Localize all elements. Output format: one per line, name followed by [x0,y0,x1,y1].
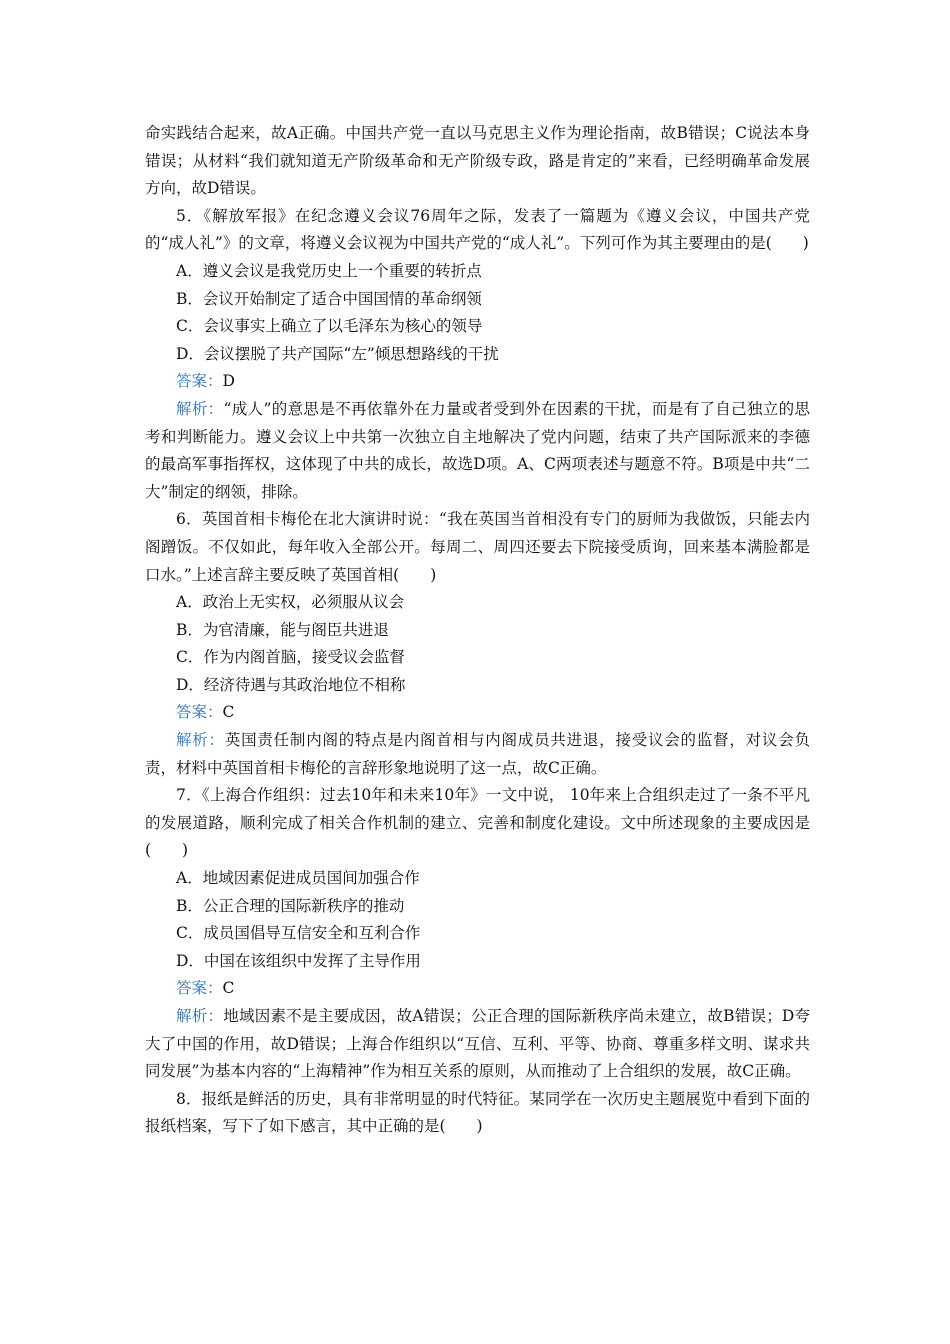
option-b: B．为官清廉，能与阁臣共进退 [176,620,389,639]
question-6 [145,506,810,782]
analysis-label: 解析： [176,1007,224,1025]
option-d: D．中国在该组织中发挥了主导作用 [176,951,421,970]
answer-label: 答案： [176,703,223,722]
analysis-paragraph [145,1003,810,1086]
answer-value: C [222,979,235,998]
analysis-text: 地域因素不是主要成因，故A错误；公正合理的国际新秩序尚未建立，故B错误；D夸大了中国的作用，故D错误；上海合作组织以“互信、互利、平等、协商、尊重多样文明、谋求共同发展”为基本内容的“上海精神”作为相互关系的原则，从而推动了上合组织的发展，故C正确。 [145,1007,810,1081]
option-d: D．经济待遇与其政治地位不相称 [176,675,406,694]
answer-line [145,975,810,1003]
analysis-paragraph [145,396,810,506]
answer-label: 答案： [176,372,223,391]
option-c: C．会议事实上确立了以毛泽东为核心的领导 [176,317,483,336]
question-5 [145,203,810,507]
analysis-label: 解析： [176,399,224,418]
answer-label: 答案： [176,979,223,998]
intro-paragraph: 命实践结合起来，故A正确。中国共产党一直以马克思主义作为理论指南，故B错误；C说法本身错误；从材料“我们就知道无产阶级革命和无产阶级专政，路是肯定的”来看，已经明确革命发展方向，故D错误。 [145,124,810,198]
document-page [145,120,810,1141]
question-stem: 7．《上海合作组织：过去10年和未来10年》一文中说， 10年来上合组织走过了一条不平凡的发展道路，顺利完成了相关合作机制的建立、完善和制度化建设。文中所述现象的主要成因是( ) [145,786,810,860]
option-b: B．公正合理的国际新秩序的推动 [176,896,405,915]
question-7 [145,782,810,1086]
analysis-label: 解析： [176,731,225,750]
question-stem: 5．《解放军报》在纪念遵义会议76周年之际，发表了一篇题为《遵义会议，中国共产党的“成人礼”》的文章，将遵义会议视为中国共产党的“成人礼”。下列可作为其主要理由的是( ) [145,206,810,253]
analysis-text: “成人”的意思是不再依靠外在力量或者受到外在因素的干扰，而是有了自己独立的思考和判断能力。遵义会议上中共第一次独立自主地解决了党内问题，结束了共产国际派来的李德的最高军事指挥权，这体现了中共的成长，故选D项。A、C两项表述与题意不符。B项是中共“二大”制定的纲领，排除。 [145,399,810,501]
answer-line [145,368,810,396]
answer-value: C [222,703,235,722]
analysis-text: 英国责任制内阁的特点是内阁首相与内阁成员共进退，接受议会的监督，对议会负责，材料中英国首相卡梅伦的言辞形象地说明了这一点，故C正确。 [145,731,810,777]
answer-line [145,699,810,727]
option-c: C．作为内阁首脑，接受议会监督 [176,648,405,667]
answer-value: D [222,372,235,391]
option-d: D．会议摆脱了共产国际“左”倾思想路线的干扰 [176,344,499,363]
option-a: A．地域因素促进成员国间加强合作 [176,869,420,888]
option-c: C．成员国倡导互信安全和互利合作 [176,924,421,943]
analysis-paragraph [145,727,810,782]
question-stem: 6．英国首相卡梅伦在北大演讲时说：“我在英国当首相没有专门的厨师为我做饭，只能去内阁蹭饭。不仅如此，每年收入全部公开。每周二、周四还要去下院接受质询，回来基本满脸都是口水。”上述言辞主要反映了英国首相( ) [145,510,810,584]
option-a: A．政治上无实权，必须服从议会 [176,593,405,612]
option-a: A．遵义会议是我党历史上一个重要的转折点 [176,261,482,280]
question-8 [145,1086,810,1141]
option-b: B．会议开始制定了适合中国国情的革命纲领 [176,289,482,308]
question-stem: 8．报纸是鲜活的历史，具有非常明显的时代特征。某同学在一次历史主题展览中看到下面的报纸档案，写下了如下感言，其中正确的是( ) [145,1089,810,1136]
